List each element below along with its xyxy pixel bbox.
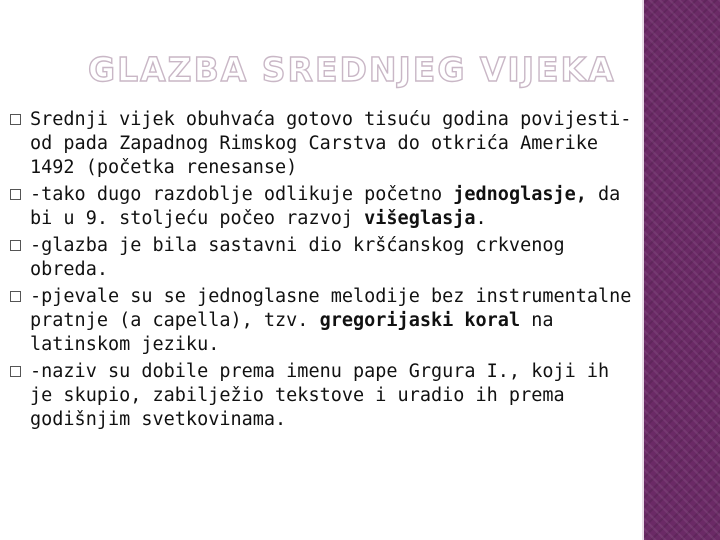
- bullet-item: [10, 183, 638, 231]
- term-jednoglasje: jednoglasje,: [453, 184, 587, 205]
- decorative-side-panel: [642, 0, 720, 540]
- bullet-list: [10, 108, 638, 435]
- square-bullet-icon: [10, 189, 21, 200]
- term-viseglasja: višeglasja: [364, 208, 476, 229]
- bullet-text: -pjevale su se jednoglasne melodije bez instrumentalne pratnje (a capella), tzv.: [30, 286, 632, 331]
- bullet-item: [10, 108, 638, 180]
- bullet-item: [10, 285, 638, 357]
- bullet-text: Srednji vijek obuhvaća gotovo tisuću godina povijesti- od pada Zapadnog Rimskog Carstva do otkrića Amerike 1492 (početka renesanse): [30, 109, 632, 178]
- bullet-text: -tako dugo razdoblje odlikuje početno: [30, 184, 454, 205]
- bullet-item: [10, 234, 638, 282]
- slide-title: GLAZBA SREDNJEG VIJEKA: [88, 50, 616, 89]
- square-bullet-icon: [10, 291, 21, 302]
- bullet-text: .: [475, 208, 487, 229]
- bullet-text: -glazba je bila sastavni dio kršćanskog crkvenog obreda.: [30, 235, 565, 280]
- bullet-text: da bi u 9. stoljeću počeo razvoj: [30, 184, 621, 229]
- square-bullet-icon: [10, 366, 21, 377]
- bullet-text: na latinskom jeziku.: [30, 310, 554, 355]
- square-bullet-icon: [10, 114, 21, 125]
- term-gregorijaski-koral: gregorijaski koral: [319, 310, 521, 331]
- square-bullet-icon: [10, 240, 21, 251]
- bullet-item: [10, 360, 638, 432]
- bullet-text: -naziv su dobile prema imenu pape Grgura I., koji ih je skupio, zabilježio tekstove i uradio ih prema godišnjim svetkovinama.: [30, 361, 610, 430]
